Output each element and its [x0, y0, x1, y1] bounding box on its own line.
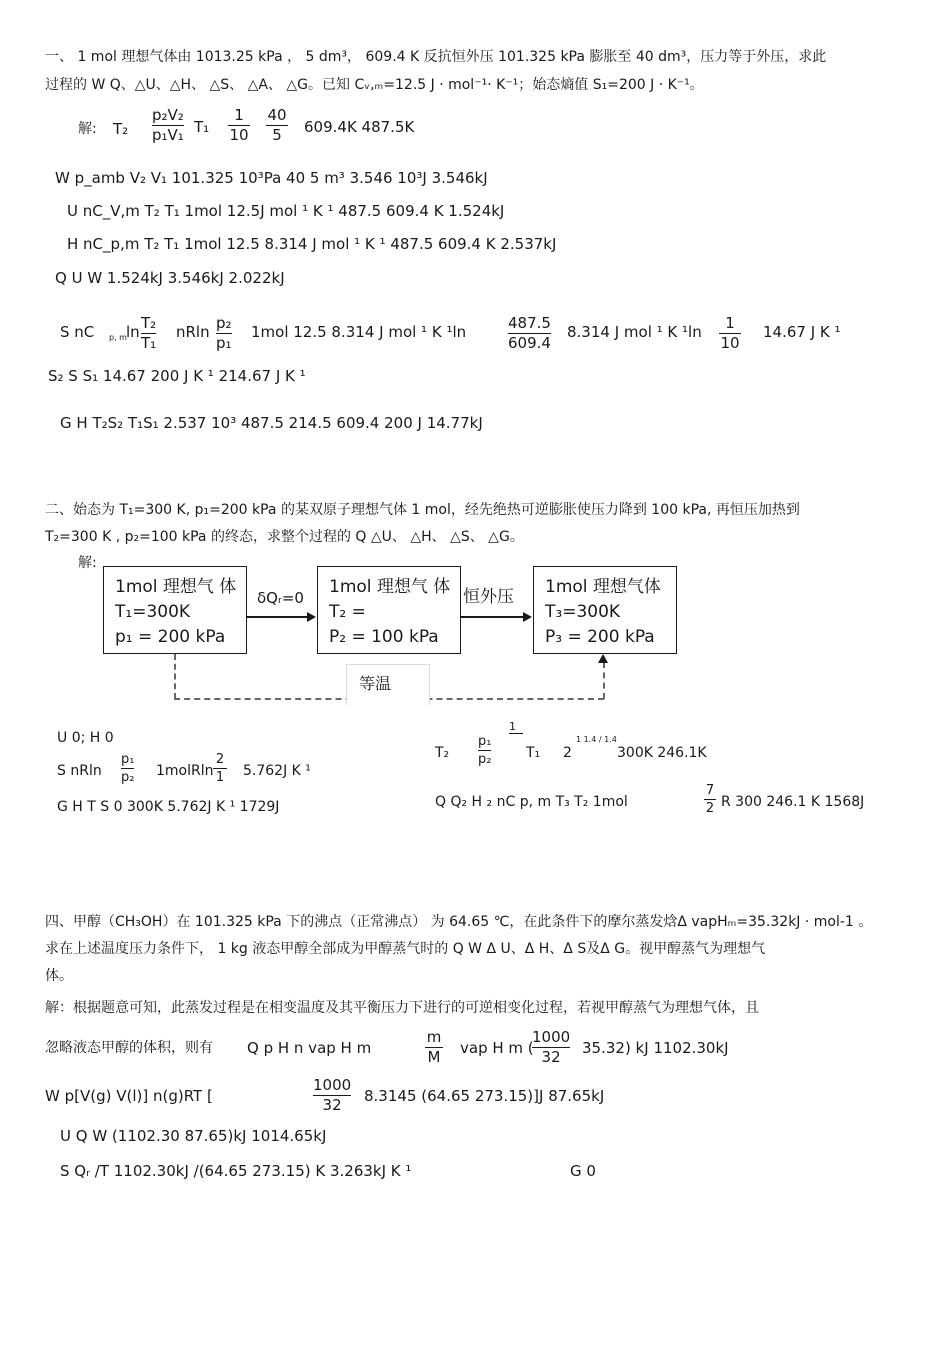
p2-entropy-rln: 1molRln: [156, 763, 214, 779]
entropy-fraction-pressure: p₂ p₁: [216, 314, 232, 352]
delta-h-equation: H nC_p,m T₂ T₁ 1mol 12.5 8.314 J mol ¹ K ¹ 487.5 609.4 K 2.537kJ: [67, 235, 557, 253]
p2-entropy-fraction: p₁ p₂: [121, 752, 135, 785]
p2-exponent-bar: [509, 733, 523, 734]
p4-work-result: 8.3145 (64.65 273.15)]J 87.65kJ: [364, 1087, 605, 1105]
entropy-fraction-values: 487.5 609.4: [508, 314, 551, 352]
state2-temperature: T₂ =: [329, 602, 366, 622]
adiabatic-arrow-head: [307, 612, 316, 622]
p2-entropy-ratio: 2 1: [213, 753, 227, 784]
problem4-solution-line2: 忽略液态甲醇的体积，则有: [45, 1040, 213, 1056]
problem4-statement-line1: 四、甲醇（CH₃OH）在 101.325 kPa 下的沸点（正常沸点） 为 64.65 ℃，在此条件下的摩尔蒸发焓Δ vapHₘ=35.32kJ · mol-1 。: [45, 914, 873, 930]
state1-gas: 1mol 理想气 体: [115, 577, 237, 597]
adiabatic-label: δQᵣ=0: [257, 589, 304, 607]
p4-vap-h: vap H m (: [460, 1039, 534, 1057]
delta-u-equation: U nC_V,m T₂ T₁ 1mol 12.5J mol ¹ K ¹ 487.5 609.4 K 1.524kJ: [67, 202, 505, 220]
state2-pressure: P₂ = 100 kPa: [329, 627, 439, 647]
p2-heat-equation: Q Q₂ H ₂ nC p, m T₃ T₂ 1mol: [435, 794, 628, 810]
problem4-statement-line2: 求在上述温度压力条件下， 1 kg 液态甲醇全部成为甲醇蒸气时的 Q W Δ U、Δ H、Δ S及Δ G。视甲醇蒸气为理想气: [45, 941, 766, 957]
problem1-statement-line2: 过程的 W Q、△U、△H、 △S、 △A、 △G。已知 Cᵥ,ₘ=12.5 J · mol⁻¹· K⁻¹；始态熵值 S₁=200 J · K⁻¹。: [45, 77, 704, 93]
isothermal-label: 等温: [359, 674, 392, 693]
state3-pressure: P₃ = 200 kPa: [545, 627, 655, 647]
entropy-nrln: nRln: [176, 323, 210, 341]
p2-entropy-result: 5.762J K ¹: [243, 763, 311, 779]
t2-lhs: T₂: [113, 120, 129, 138]
entropy-substitution: 1mol 12.5 8.314 J mol ¹ K ¹ln: [251, 323, 467, 341]
p4-gibbs-equation: G 0: [570, 1162, 596, 1180]
p2-delta-u-h: U 0; H 0: [57, 730, 114, 746]
p2-t2-lhs: T₂: [435, 745, 450, 761]
solution-label: 解:: [78, 121, 97, 137]
t2-fraction-pressure: 1 10: [229, 106, 249, 144]
p2-entropy-lhs: S nRln: [57, 763, 102, 779]
solution-label: 解:: [78, 555, 97, 571]
entropy-result: 14.67 J K ¹: [763, 323, 841, 341]
problem2-statement-line2: T₂=300 K , p₂=100 kPa 的终态，求整个过程的 Q △U、 △H、 △S、 △G。: [45, 529, 524, 545]
p2-gibbs-equation: G H T S 0 300K 5.762J K ¹ 1729J: [57, 799, 280, 815]
p4-mol-fraction: 1000 32: [532, 1028, 571, 1066]
problem4-statement-line3: 体。: [45, 968, 73, 984]
p2-temperature-values: 300K 246.1K: [617, 745, 707, 761]
p4-heat-lhs: Q p H n vap H m: [247, 1039, 372, 1057]
entropy-fraction-ratio: 1 10: [720, 314, 740, 352]
state1-temperature: T₁=300K: [115, 602, 191, 622]
p2-heat-fraction: 7 2: [705, 783, 715, 816]
work-equation: W p_amb V₂ V₁ 101.325 10³Pa 40 5 m³ 3.546 10³J 3.546kJ: [55, 169, 488, 187]
p2-base: 2: [563, 745, 572, 761]
p4-work-lhs: W p[V(g) V(l)] n(g)RT [: [45, 1087, 213, 1105]
heat-equation: Q U W 1.524kJ 3.546kJ 2.022kJ: [55, 269, 285, 287]
entropy-cp-subscript: p, m: [109, 333, 127, 342]
isothermal-dash-right: [603, 662, 605, 699]
p4-heat-result: 35.32) kJ 1102.30kJ: [582, 1039, 729, 1057]
problem4-solution-line1: 解：根据题意可知，此蒸发过程是在相变温度及其平衡压力下进行的可逆相变化过程，若视甲醇蒸气为理想气体，且: [45, 1000, 759, 1016]
p2-exponent-value: 1 1.4 / 1.4: [576, 735, 617, 744]
t2-fraction-volume: 40 5: [267, 106, 287, 144]
adiabatic-arrow-line: [247, 616, 309, 618]
p2-heat-result: R 300 246.1 K 1568J: [721, 794, 865, 810]
t2-t1: T₁: [194, 118, 210, 136]
state3-temperature: T₃=300K: [545, 602, 621, 622]
p2-t1: T₁: [526, 745, 541, 761]
entropy-fraction-temperature: T₂ T₁: [141, 314, 157, 352]
p4-entropy-equation: S Qᵣ /T 1102.30kJ /(64.65 273.15) K 3.263kJ K ¹: [60, 1162, 412, 1180]
isobaric-arrow-head: [523, 612, 532, 622]
state1-pressure: p₁ = 200 kPa: [115, 627, 226, 647]
isothermal-arrow-head: [598, 654, 608, 663]
entropy-lhs: S nC: [60, 323, 95, 341]
isothermal-label-box: [346, 664, 430, 705]
t2-values: 609.4K 487.5K: [304, 118, 415, 136]
gibbs-equation: G H T₂S₂ T₁S₁ 2.537 10³ 487.5 214.5 609.4 200 J 14.77kJ: [60, 414, 483, 432]
p4-delta-u-equation: U Q W (1102.30 87.65)kJ 1014.65kJ: [60, 1127, 327, 1145]
isothermal-dash-left: [174, 654, 176, 699]
entropy-rln: 8.314 J mol ¹ K ¹ln: [567, 323, 702, 341]
p2-exponent-one: 1: [509, 720, 516, 733]
state2-box: [317, 566, 461, 654]
state3-box: [533, 566, 677, 654]
isobaric-arrow-line: [461, 616, 524, 618]
p2-pressure-fraction: p₁ p₂: [478, 734, 492, 767]
s2-equation: S₂ S S₁ 14.67 200 J K ¹ 214.67 J K ¹: [48, 367, 306, 385]
problem1-statement-line1: 一、 1 mol 理想气体由 1013.25 kPa ， 5 dm³， 609.4 K 反抗恒外压 101.325 kPa 膨胀至 40 dm³，压力等于外压，求此: [45, 49, 827, 65]
isobaric-label: 恒外压: [463, 587, 514, 607]
state2-gas: 1mol 理想气 体: [329, 577, 451, 597]
t2-fraction-pv: p₂V₂ p₁V₁: [152, 106, 184, 144]
problem2-statement-line1: 二、始态为 T₁=300 K, p₁=200 kPa 的某双原子理想气体 1 mol，经先绝热可逆膨胀使压力降到 100 kPa, 再恒压加热到: [45, 502, 800, 518]
state1-box: [103, 566, 247, 654]
state3-gas: 1mol 理想气体: [545, 577, 661, 597]
p4-mass-fraction: m M: [426, 1028, 442, 1066]
entropy-ln: ln: [126, 323, 140, 341]
p4-work-fraction: 1000 32: [313, 1076, 352, 1114]
